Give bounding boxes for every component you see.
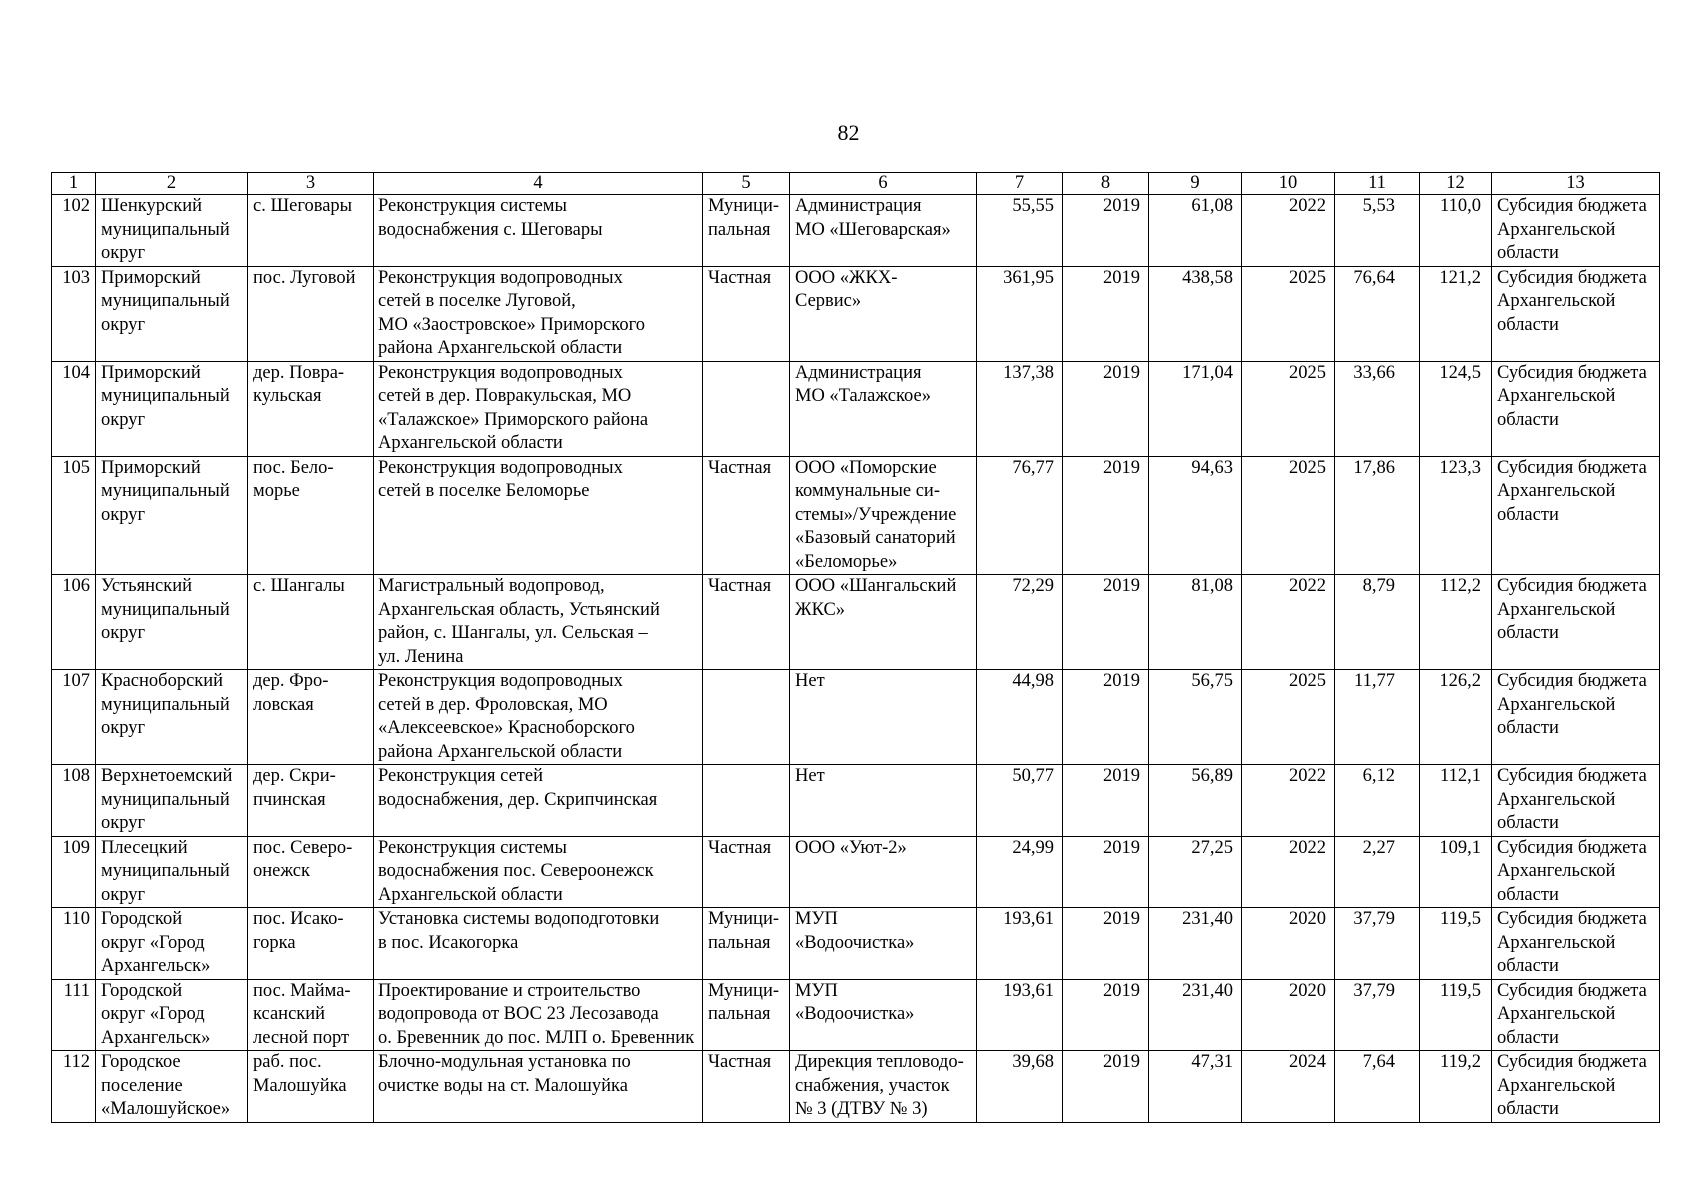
table-cell-col-5 [703, 765, 790, 837]
table-cell-col-12: 110,0 [1420, 195, 1492, 267]
table-cell-col-11: 5,53 [1335, 195, 1420, 267]
table-cell-col-5: Частная [703, 836, 790, 908]
table-cell-col-2: Городское поселение «Малошуйское» [96, 1051, 248, 1123]
table-cell-col-4: Реконструкция водопроводных сетей в дер. Повракульская, МО «Талажское» Приморского района Архангельской области [374, 361, 703, 456]
table-cell-col-12: 119,2 [1420, 1051, 1492, 1123]
table-cell-col-5: Частная [703, 575, 790, 670]
table-cell-col-12: 119,5 [1420, 979, 1492, 1051]
table-cell-col-13: Субсидия бюджета Архангельской области [1492, 266, 1660, 361]
table-cell-col-5: Муници- пальная [703, 908, 790, 980]
table-row [52, 575, 1660, 670]
table-cell-col-3: пос. Исако- горка [248, 908, 374, 980]
table-cell-col-8: 2019 [1063, 836, 1149, 908]
table-cell-col-9: 56,75 [1149, 670, 1242, 765]
table-cell-col-7: 193,61 [977, 979, 1063, 1051]
data-table [51, 172, 1660, 1123]
table-cell-col-11: 6,12 [1335, 765, 1420, 837]
table-cell-col-3: дер. Фро- ловская [248, 670, 374, 765]
table-cell-col-4: Реконструкция системы водоснабжения с. Шеговары [374, 195, 703, 267]
table-cell-col-1: 106 [52, 575, 96, 670]
page-number: 82 [837, 120, 860, 145]
table-cell-col-6: ООО «Уют-2» [790, 836, 977, 908]
table-cell-col-8: 2019 [1063, 908, 1149, 980]
table-cell-col-2: Верхнетоемский муниципальный округ [96, 765, 248, 837]
table-cell-col-8: 2019 [1063, 575, 1149, 670]
table-cell-col-2: Городской округ «Город Архангельск» [96, 979, 248, 1051]
table-cell-col-7: 76,77 [977, 456, 1063, 575]
table-cell-col-6: Администрация МО «Шеговарская» [790, 195, 977, 267]
table-body [52, 195, 1660, 1123]
table-cell-col-9: 61,08 [1149, 195, 1242, 267]
table-cell-col-5: Муници- пальная [703, 195, 790, 267]
table-cell-col-10: 2024 [1242, 1051, 1335, 1123]
table-cell-col-9: 47,31 [1149, 1051, 1242, 1123]
table-cell-col-4: Реконструкция системы водоснабжения пос. Североонежск Архангельской области [374, 836, 703, 908]
table-cell-col-2: Приморский муниципальный округ [96, 456, 248, 575]
table-cell-col-13: Субсидия бюджета Архангельской области [1492, 1051, 1660, 1123]
table-header-row [52, 173, 1660, 195]
table-cell-col-3: пос. Луговой [248, 266, 374, 361]
table-cell-col-10: 2022 [1242, 836, 1335, 908]
table-cell-col-9: 231,40 [1149, 908, 1242, 980]
table-cell-col-3: с. Шангалы [248, 575, 374, 670]
table-cell-col-12: 112,2 [1420, 575, 1492, 670]
table-cell-col-5: Частная [703, 266, 790, 361]
column-header-12: 12 [1420, 173, 1492, 195]
table-cell-col-2: Устьянский муниципальный округ [96, 575, 248, 670]
table-cell-col-4: Реконструкция водопроводных сетей в поселке Беломорье [374, 456, 703, 575]
table-cell-col-6: Администрация МО «Талажское» [790, 361, 977, 456]
table-cell-col-8: 2019 [1063, 456, 1149, 575]
table-cell-col-1: 105 [52, 456, 96, 575]
table-cell-col-4: Установка системы водоподготовки в пос. Исакогорка [374, 908, 703, 980]
table-cell-col-11: 37,79 [1335, 908, 1420, 980]
column-header-1: 1 [52, 173, 96, 195]
table-cell-col-13: Субсидия бюджета Архангельской области [1492, 979, 1660, 1051]
table-cell-col-3: с. Шеговары [248, 195, 374, 267]
table-cell-col-3: пос. Майма- ксанский лесной порт [248, 979, 374, 1051]
table-cell-col-10: 2022 [1242, 575, 1335, 670]
column-header-9: 9 [1149, 173, 1242, 195]
table-cell-col-12: 109,1 [1420, 836, 1492, 908]
table-cell-col-10: 2020 [1242, 979, 1335, 1051]
table-cell-col-4: Магистральный водопровод, Архангельская область, Устьянский район, с. Шангалы, ул. Сельская – ул. Ленина [374, 575, 703, 670]
table-cell-col-12: 123,3 [1420, 456, 1492, 575]
table-cell-col-7: 361,95 [977, 266, 1063, 361]
table-cell-col-9: 81,08 [1149, 575, 1242, 670]
table-cell-col-7: 72,29 [977, 575, 1063, 670]
table-row [52, 836, 1660, 908]
table-cell-col-5: Частная [703, 1051, 790, 1123]
table-cell-col-7: 50,77 [977, 765, 1063, 837]
table-cell-col-1: 104 [52, 361, 96, 456]
table-cell-col-3: пос. Бело- морье [248, 456, 374, 575]
table-cell-col-11: 7,64 [1335, 1051, 1420, 1123]
column-header-7: 7 [977, 173, 1063, 195]
table-cell-col-7: 24,99 [977, 836, 1063, 908]
column-header-3: 3 [248, 173, 374, 195]
table-cell-col-9: 27,25 [1149, 836, 1242, 908]
table-cell-col-3: дер. Скри- пчинская [248, 765, 374, 837]
table-row [52, 1051, 1660, 1123]
table-cell-col-6: ООО «Поморские коммунальные си- стемы»/Учреждение «Базовый санаторий «Беломорье» [790, 456, 977, 575]
table-cell-col-10: 2025 [1242, 361, 1335, 456]
table-cell-col-13: Субсидия бюджета Архангельской области [1492, 836, 1660, 908]
table-cell-col-9: 231,40 [1149, 979, 1242, 1051]
column-header-13: 13 [1492, 173, 1660, 195]
table-cell-col-8: 2019 [1063, 361, 1149, 456]
table-cell-col-7: 193,61 [977, 908, 1063, 980]
table-cell-col-2: Приморский муниципальный округ [96, 361, 248, 456]
table-row [52, 361, 1660, 456]
table-cell-col-6: МУП «Водоочистка» [790, 979, 977, 1051]
table-cell-col-11: 33,66 [1335, 361, 1420, 456]
table-cell-col-2: Приморский муниципальный округ [96, 266, 248, 361]
table-cell-col-1: 107 [52, 670, 96, 765]
table-cell-col-3: дер. Повра- кульская [248, 361, 374, 456]
table-cell-col-6: ООО «Шангальский ЖКС» [790, 575, 977, 670]
table-cell-col-5: Частная [703, 456, 790, 575]
table-cell-col-7: 137,38 [977, 361, 1063, 456]
table-row [52, 908, 1660, 980]
table-cell-col-1: 108 [52, 765, 96, 837]
table-cell-col-9: 56,89 [1149, 765, 1242, 837]
table-cell-col-1: 102 [52, 195, 96, 267]
table-cell-col-9: 94,63 [1149, 456, 1242, 575]
table-cell-col-9: 438,58 [1149, 266, 1242, 361]
table-row [52, 456, 1660, 575]
column-header-11: 11 [1335, 173, 1420, 195]
column-header-5: 5 [703, 173, 790, 195]
table-cell-col-1: 110 [52, 908, 96, 980]
table-cell-col-13: Субсидия бюджета Архангельской области [1492, 195, 1660, 267]
table-cell-col-11: 17,86 [1335, 456, 1420, 575]
table-cell-col-8: 2019 [1063, 195, 1149, 267]
table-cell-col-6: Нет [790, 670, 977, 765]
table-cell-col-10: 2025 [1242, 456, 1335, 575]
table-cell-col-2: Шенкурский муниципальный округ [96, 195, 248, 267]
table-cell-col-1: 111 [52, 979, 96, 1051]
table-cell-col-13: Субсидия бюджета Архангельской области [1492, 670, 1660, 765]
table-cell-col-10: 2025 [1242, 670, 1335, 765]
table-row [52, 670, 1660, 765]
table-cell-col-12: 126,2 [1420, 670, 1492, 765]
table-cell-col-10: 2022 [1242, 195, 1335, 267]
table-cell-col-4: Реконструкция водопроводных сетей в дер. Фроловская, МО «Алексеевское» Красноборского района Архангельской области [374, 670, 703, 765]
table-cell-col-12: 119,5 [1420, 908, 1492, 980]
table-cell-col-5 [703, 361, 790, 456]
table-cell-col-1: 112 [52, 1051, 96, 1123]
table-cell-col-8: 2019 [1063, 979, 1149, 1051]
column-header-2: 2 [96, 173, 248, 195]
table-cell-col-6: ООО «ЖКХ- Сервис» [790, 266, 977, 361]
table-cell-col-13: Субсидия бюджета Архангельской области [1492, 765, 1660, 837]
table-cell-col-6: Нет [790, 765, 977, 837]
table-cell-col-3: пос. Северо- онежск [248, 836, 374, 908]
column-header-4: 4 [374, 173, 703, 195]
table-cell-col-4: Реконструкция сетей водоснабжения, дер. Скрипчинская [374, 765, 703, 837]
table-cell-col-3: раб. пос. Малошуйка [248, 1051, 374, 1123]
table-cell-col-12: 112,1 [1420, 765, 1492, 837]
table-row [52, 266, 1660, 361]
table-cell-col-10: 2025 [1242, 266, 1335, 361]
table-cell-col-13: Субсидия бюджета Архангельской области [1492, 456, 1660, 575]
table-cell-col-11: 8,79 [1335, 575, 1420, 670]
table-cell-col-4: Проектирование и строительство водопровода от ВОС 23 Лесозавода о. Бревенник до пос. МЛП о. Бревенник [374, 979, 703, 1051]
table-cell-col-12: 124,5 [1420, 361, 1492, 456]
table-cell-col-2: Красноборский муниципальный округ [96, 670, 248, 765]
table-cell-col-1: 103 [52, 266, 96, 361]
table-cell-col-2: Плесецкий муниципальный округ [96, 836, 248, 908]
table-cell-col-12: 121,2 [1420, 266, 1492, 361]
table-cell-col-5 [703, 670, 790, 765]
table-cell-col-11: 76,64 [1335, 266, 1420, 361]
column-header-8: 8 [1063, 173, 1149, 195]
table-cell-col-6: Дирекция тепловодо- снабжения, участок № 3 (ДТВУ № 3) [790, 1051, 977, 1123]
table-cell-col-6: МУП «Водоочистка» [790, 908, 977, 980]
table-cell-col-11: 11,77 [1335, 670, 1420, 765]
table-cell-col-1: 109 [52, 836, 96, 908]
table-cell-col-10: 2022 [1242, 765, 1335, 837]
table-cell-col-2: Городской округ «Город Архангельск» [96, 908, 248, 980]
table-cell-col-5: Муници- пальная [703, 979, 790, 1051]
table-row [52, 765, 1660, 837]
table-cell-col-13: Субсидия бюджета Архангельской области [1492, 908, 1660, 980]
table-cell-col-8: 2019 [1063, 266, 1149, 361]
table-cell-col-11: 2,27 [1335, 836, 1420, 908]
table-cell-col-7: 55,55 [977, 195, 1063, 267]
column-header-10: 10 [1242, 173, 1335, 195]
table-cell-col-7: 39,68 [977, 1051, 1063, 1123]
table-cell-col-8: 2019 [1063, 1051, 1149, 1123]
column-header-6: 6 [790, 173, 977, 195]
table-cell-col-10: 2020 [1242, 908, 1335, 980]
table-cell-col-13: Субсидия бюджета Архангельской области [1492, 361, 1660, 456]
table-cell-col-13: Субсидия бюджета Архангельской области [1492, 575, 1660, 670]
table-cell-col-8: 2019 [1063, 765, 1149, 837]
table-row [52, 979, 1660, 1051]
table-cell-col-9: 171,04 [1149, 361, 1242, 456]
table-cell-col-7: 44,98 [977, 670, 1063, 765]
table-cell-col-11: 37,79 [1335, 979, 1420, 1051]
table-cell-col-4: Блочно-модульная установка по очистке воды на ст. Малошуйка [374, 1051, 703, 1123]
table-row [52, 195, 1660, 267]
table-cell-col-4: Реконструкция водопроводных сетей в поселке Луговой, МО «Заостровское» Приморского района Архангельской области [374, 266, 703, 361]
table-cell-col-8: 2019 [1063, 670, 1149, 765]
